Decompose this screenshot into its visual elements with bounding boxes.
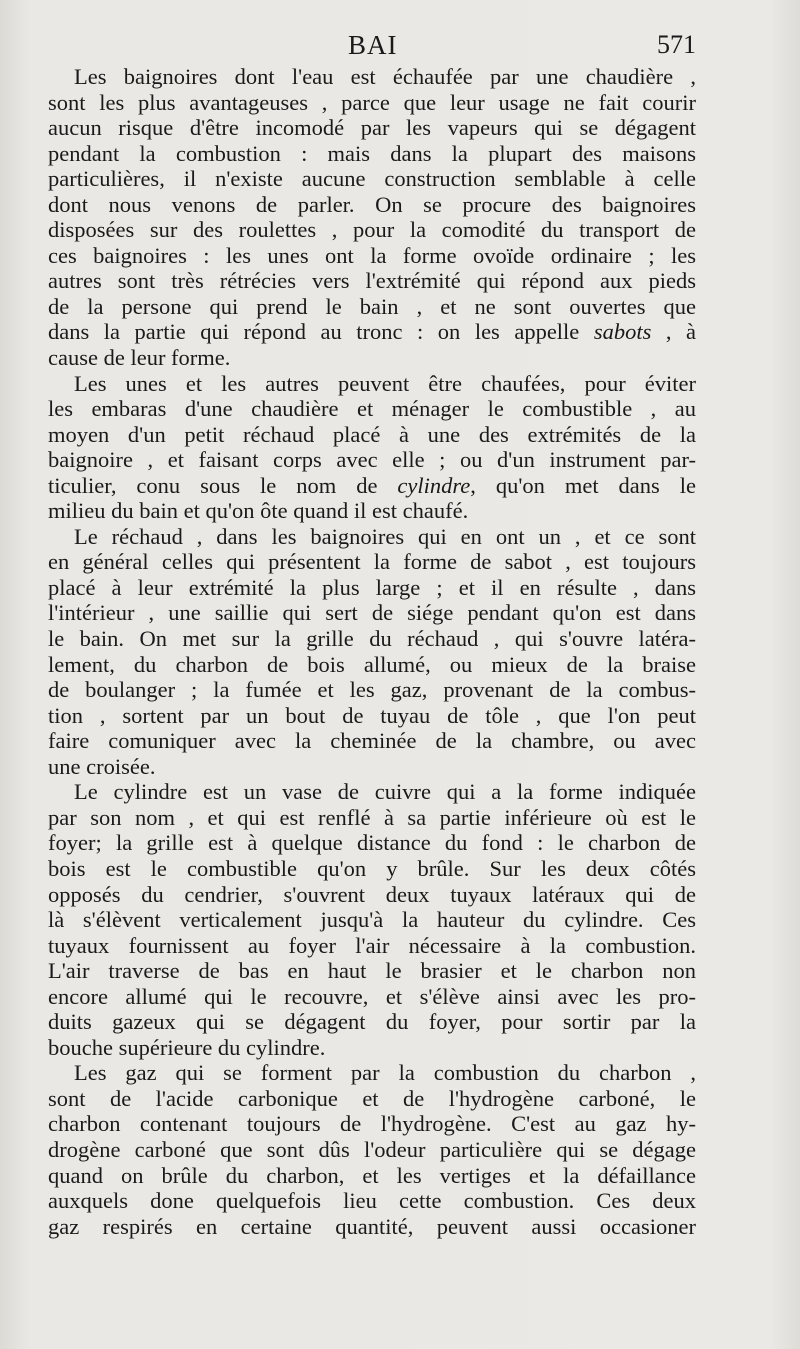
- text-line: dont nous venons de parler. On se procure des baignoires: [48, 191, 696, 217]
- text-line: duits gazeux qui se dégagent du foyer, pour sortir par la: [48, 1009, 696, 1035]
- text-line: de boulanger ; la fumée et les gaz, provenant de la combus-: [48, 677, 696, 703]
- text-line: faire comuniquer avec la cheminée de la chambre, ou avec: [48, 728, 696, 754]
- text-line: cause de leur forme.: [48, 345, 231, 371]
- text-line: le bain. On met sur la grille du réchaud , qui s'ouvre latéra-: [48, 626, 696, 652]
- text-line: quand on brûle du charbon, et les vertiges et la défaillance: [48, 1162, 696, 1188]
- text-line: les embaras d'une chaudière et ménager le combustible , au: [48, 396, 696, 422]
- text-line: sont les plus avantageuses , parce que leur usage ne fait courir: [48, 89, 696, 115]
- text-line: Les gaz qui se forment par la combustion du charbon ,: [74, 1060, 696, 1086]
- page-number: 571: [657, 30, 696, 59]
- paragraph: [48, 524, 696, 779]
- text-line: autres sont très rétrécies vers l'extrémité qui répond aux pieds: [48, 268, 696, 294]
- text-line: tuyaux fournissent au foyer l'air nécessaire à la combustion.: [48, 932, 696, 958]
- text-line: sont de l'acide carbonique et de l'hydrogène carboné, le: [48, 1085, 696, 1111]
- body-text: [48, 64, 696, 1239]
- text-line: pendant la combustion : mais dans la plupart des maisons: [48, 140, 696, 166]
- text-line: Les unes et les autres peuvent être chaufées, pour éviter: [74, 370, 696, 396]
- text-line: disposées sur des roulettes , pour la comodité du transport de: [48, 217, 696, 243]
- text-line: Le cylindre est un vase de cuivre qui a la forme indiquée: [74, 779, 696, 805]
- text-line: Les baignoires dont l'eau est échaufée par une chaudière ,: [74, 64, 696, 89]
- paragraph: [48, 64, 696, 371]
- text-line: particulières, il n'existe aucune construction semblable à celle: [48, 166, 696, 192]
- text-line: drogène carboné que sont dûs l'odeur particulière qui se dégage: [48, 1136, 696, 1162]
- running-head: BAI: [348, 30, 398, 60]
- text-line: bouche supérieure du cylindre.: [48, 1034, 326, 1060]
- text-line: moyen d'un petit réchaud placé à une des extrémités de la: [48, 421, 696, 447]
- text-line: en général celles qui présentent la forme de sabot , est toujours: [48, 549, 696, 575]
- paragraph: [48, 1060, 696, 1239]
- text-line: tion , sortent par un bout de tuyau de tôle , que l'on peut: [48, 702, 696, 728]
- text-line: lement, du charbon de bois allumé, ou mieux de la braise: [48, 651, 696, 677]
- text-line: bois est le combustible qu'on y brûle. Sur les deux côtés: [48, 855, 696, 881]
- text-line: ticulier, conu sous le nom de cylindre, qu'on met dans le: [48, 472, 696, 498]
- text-line: milieu du bain et qu'on ôte quand il est chaufé.: [48, 498, 469, 524]
- text-line: placé à leur extrémité la plus large ; et il en résulte , dans: [48, 574, 696, 600]
- text-line: L'air traverse de bas en haut le brasier et le charbon non: [48, 958, 696, 984]
- paragraph: [48, 779, 696, 1060]
- text-line: aucun risque d'être incomodé par les vapeurs qui se dégagent: [48, 115, 696, 141]
- text-line: de la persone qui prend le bain , et ne sont ouvertes que: [48, 293, 696, 319]
- page-header: [48, 30, 696, 64]
- text-line: là s'élèvent verticalement jusqu'à la hauteur du cylindre. Ces: [48, 907, 696, 933]
- text-line: opposés du cendrier, s'ouvrent deux tuyaux latéraux qui de: [48, 881, 696, 907]
- text-line: encore allumé qui le recouvre, et s'élève ainsi avec les pro-: [48, 983, 696, 1009]
- text-line: Le réchaud , dans les baignoires qui en ont un , et ce sont: [74, 523, 696, 549]
- paragraph: [48, 371, 696, 524]
- text-line: gaz respirés en certaine quantité, peuvent aussi occasioner: [48, 1213, 696, 1239]
- text-line: auxquels done quelquefois lieu cette combustion. Ces deux: [48, 1188, 696, 1214]
- text-line: une croisée.: [48, 753, 156, 779]
- text-line: par son nom , et qui est renflé à sa partie inférieure où est le: [48, 804, 696, 830]
- text-line: baignoire , et faisant corps avec elle ; ou d'un instrument par-: [48, 447, 696, 473]
- text-line: charbon contenant toujours de l'hydrogène. C'est au gaz hy-: [48, 1111, 696, 1137]
- text-line: ces baignoires : les unes ont la forme ovoïde ordinaire ; les: [48, 242, 696, 268]
- text-line: foyer; la grille est à quelque distance du fond : le charbon de: [48, 830, 696, 856]
- text-line: l'intérieur , une saillie qui sert de siége pendant qu'on est dans: [48, 600, 696, 626]
- text-line: dans la partie qui répond au tronc : on les appelle sabots , à: [48, 319, 696, 345]
